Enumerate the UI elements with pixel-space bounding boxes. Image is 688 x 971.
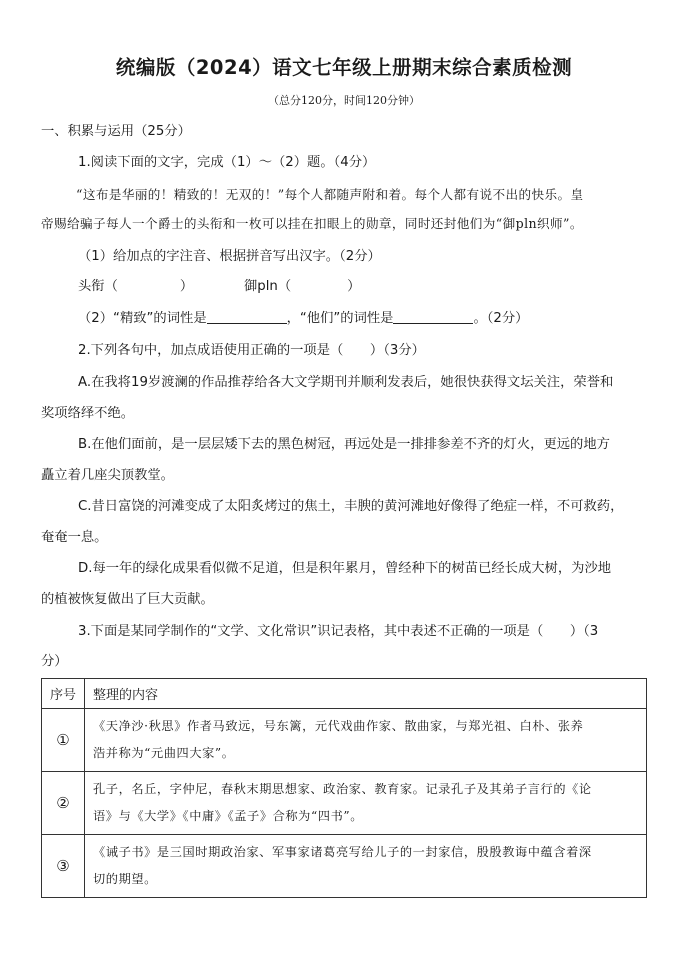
q2-option-b-line1: B.在他们面前，是一层层矮下去的黑色树冠，再远处是一排排参差不齐的灯火，更远的地方 — [78, 437, 610, 452]
q1-sub2 — [78, 309, 528, 329]
header-content: 整理的内容 — [85, 679, 647, 709]
row-content-line2: 语》与《大学》《中庸》《孟子》合称为“四书”。 — [93, 809, 363, 823]
row-content — [85, 772, 647, 835]
header-number: 序号 — [42, 679, 85, 709]
row-number: ② — [42, 772, 85, 835]
table-row — [42, 772, 647, 835]
row-content-line1: 《天净沙·秋思》作者马致远，号东篱，元代戏曲作家、散曲家，与郑光祖、白朴、张养 — [93, 719, 584, 733]
answer-blank-2[interactable] — [393, 310, 473, 324]
row-content-line2: 浩并称为“元曲四大家”。 — [93, 746, 235, 760]
q2-option-d-line1: D.每一年的绿化成果看似微不足道，但是积年累月，曾经种下的树苗已经长成大树，为沙地 — [78, 561, 612, 576]
row-number: ③ — [42, 835, 85, 898]
row-content — [85, 835, 647, 898]
page-title: 统编版（2024）语文七年级上册期末综合素质检测 — [115, 56, 573, 79]
fill-b-label: 御pln（ — [244, 279, 292, 294]
answer-blank-1[interactable] — [207, 310, 287, 324]
table-header-row — [42, 679, 647, 709]
fill-a-close: ） — [179, 279, 194, 294]
q3-stem-line2: 分） — [41, 654, 68, 669]
q1-passage-line1: “这布是华丽的！精致的！无双的！”每个人都随声附和着。每个人都有说不出的快乐。皇 — [76, 187, 584, 202]
row-content — [85, 709, 647, 772]
sub2-part2: ，“他们”的词性是 — [286, 311, 394, 326]
knowledge-table — [41, 678, 647, 898]
q2-option-b-line2: 矗立着几座尖顶教堂。 — [41, 468, 174, 483]
page-subtitle: （总分120分，时间120分钟） — [268, 94, 420, 107]
q1-stem: 1.阅读下面的文字，完成（1）～（2）题。（4分） — [78, 155, 376, 170]
row-content-line2: 切的期望。 — [93, 872, 157, 886]
q2-option-d-line2: 的植被恢复做出了巨大贡献。 — [41, 592, 214, 607]
row-content-line1: 《诫子书》是三国时期政治家、军事家诸葛亮写给儿子的一封家信，殷殷教诲中蕴含着深 — [93, 845, 592, 859]
table-row — [42, 835, 647, 898]
fill-a-label: 头衔（ — [78, 279, 118, 294]
q2-option-a-line1: A.在我将19岁渡澜的作品推荐给各大文学期刊并顺利发表后，她很快获得文坛关注，荣誉和 — [78, 375, 614, 390]
q2-option-c-line2: 奄奄一息。 — [41, 530, 108, 545]
row-number: ① — [42, 709, 85, 772]
q3-stem-line1: 3.下面是某同学制作的“文学、文化常识”识记表格，其中表述不正确的一项是（ ）（3 — [78, 624, 599, 639]
q1-sub1: （1）给加点的字注音、根据拼音写出汉字。（2分） — [78, 249, 381, 264]
row-content-line1: 孔子，名丘，字仲尼，春秋末期思想家、政治家、教育家。记录孔子及其弟子言行的《论 — [93, 782, 592, 796]
section-heading: 一、积累与运用（25分） — [41, 124, 191, 139]
q1-fill-b — [244, 277, 360, 297]
q1-fill-a — [78, 277, 193, 297]
table-row — [42, 709, 647, 772]
sub2-part3: 。（2分） — [473, 311, 529, 326]
q2-option-c-line1: C.昔日富饶的河滩变成了太阳炙烤过的焦土，丰腴的黄河滩地好像得了绝症一样，不可救药， — [78, 499, 624, 514]
q2-stem: 2.下列各句中，加点成语使用正确的一项是（ ）（3分） — [78, 343, 425, 358]
fill-b-close: ） — [347, 279, 361, 294]
q2-option-a-line2: 奖项络绎不绝。 — [41, 406, 135, 421]
sub2-part1: （2）“精致”的词性是 — [78, 311, 207, 326]
q1-passage-line2: 帝赐给骗子每人一个爵士的头衔和一枚可以挂在扣眼上的勋章，同时还封他们为“御pln织师”。 — [41, 216, 583, 231]
